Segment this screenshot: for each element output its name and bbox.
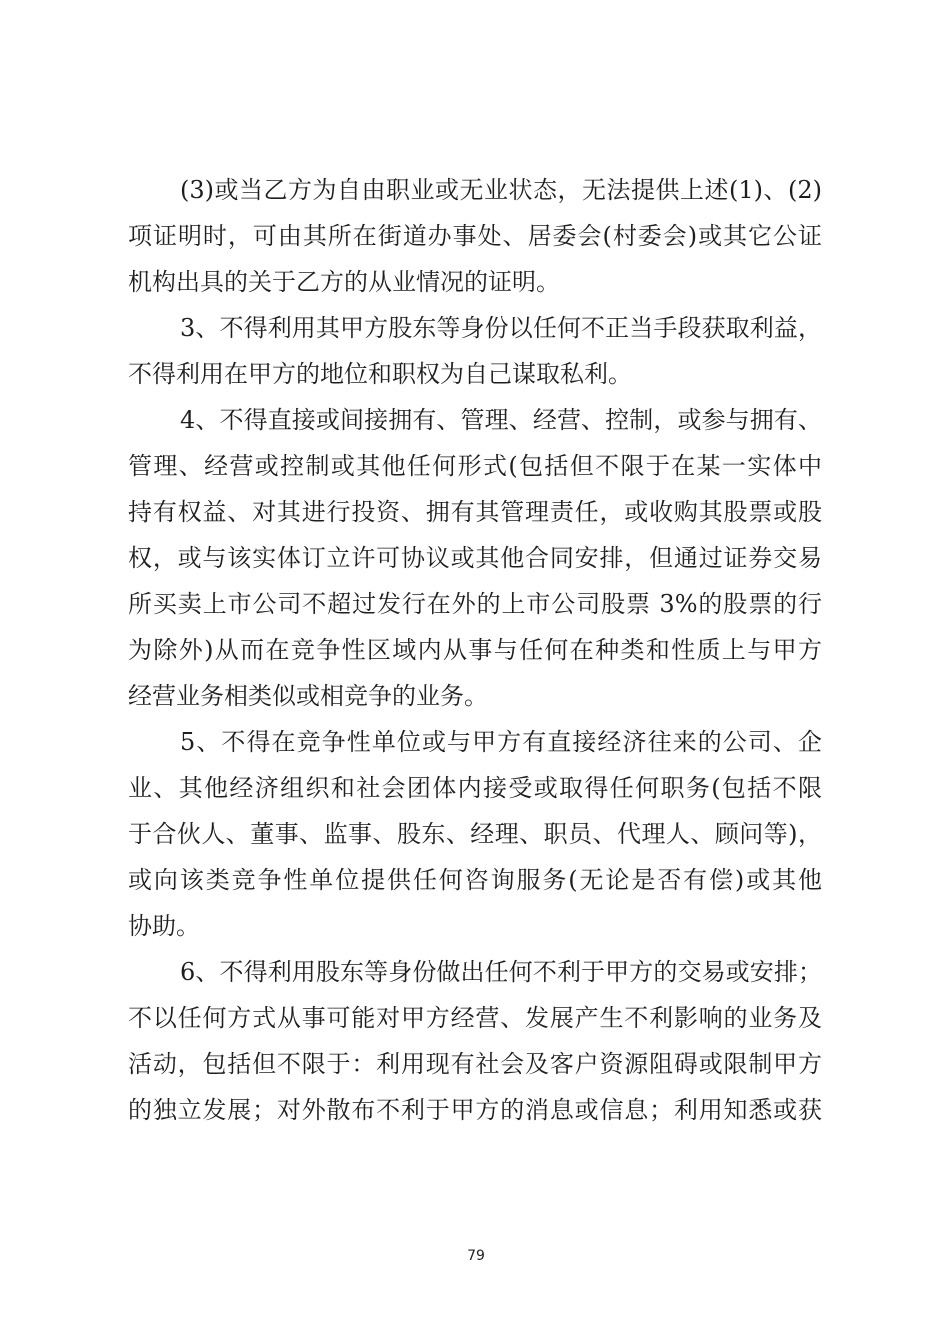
body-text — [128, 167, 822, 1133]
text-line: 权，或与该实体订立许可协议或其他合同安排，但通过证券交易 — [128, 544, 822, 572]
text-line: 协助。 — [128, 912, 200, 940]
paragraph-clause-5 — [128, 719, 822, 949]
text-line: 不得利用在甲方的地位和职权为自己谋取私利。 — [128, 360, 632, 388]
text-line: 于合伙人、董事、监事、股东、经理、职员、代理人、顾问等)， — [128, 820, 822, 848]
paragraph-clause-4 — [128, 397, 822, 719]
text-line: 4、不得直接或间接拥有、管理、经营、控制，或参与拥有、 — [180, 406, 822, 434]
text-line: 不以任何方式从事可能对甲方经营、发展产生不利影响的业务及 — [128, 1004, 822, 1032]
paragraph-subitem-3 — [128, 167, 822, 305]
text-line: 管理、经营或控制或其他任何形式(包括但不限于在某一实体中 — [128, 452, 822, 480]
paragraph-clause-3 — [128, 305, 822, 397]
text-line: 或向该类竞争性单位提供任何咨询服务(无论是否有偿)或其他 — [128, 866, 822, 894]
page-number: 79 — [467, 1248, 485, 1264]
text-line: 所买卖上市公司不超过发行在外的上市公司股票 3%的股票的行 — [128, 590, 822, 618]
text-line: 经营业务相类似或相竞争的业务。 — [128, 682, 488, 710]
text-line: (3)或当乙方为自由职业或无业状态，无法提供上述(1)、(2) — [180, 176, 822, 204]
text-line: 为除外)从而在竞争性区域内从事与任何在种类和性质上与甲方 — [128, 636, 822, 664]
text-line: 业、其他经济组织和社会团体内接受或取得任何职务(包括不限 — [128, 774, 822, 802]
text-line: 持有权益、对其进行投资、拥有其管理责任，或收购其股票或股 — [128, 498, 822, 526]
paragraph-clause-6 — [128, 949, 822, 1133]
text-line: 5、不得在竞争性单位或与甲方有直接经济往来的公司、企 — [180, 728, 822, 756]
text-line: 的独立发展；对外散布不利于甲方的消息或信息；利用知悉或获 — [128, 1096, 822, 1124]
text-line: 项证明时，可由其所在街道办事处、居委会(村委会)或其它公证 — [128, 222, 822, 250]
text-line: 活动，包括但不限于：利用现有社会及客户资源阻碍或限制甲方 — [128, 1050, 822, 1078]
text-line: 3、不得利用其甲方股东等身份以任何不正当手段获取利益， — [180, 314, 822, 342]
text-line: 机构出具的关于乙方的从业情况的证明。 — [128, 268, 560, 296]
text-line: 6、不得利用股东等身份做出任何不利于甲方的交易或安排； — [180, 958, 822, 986]
